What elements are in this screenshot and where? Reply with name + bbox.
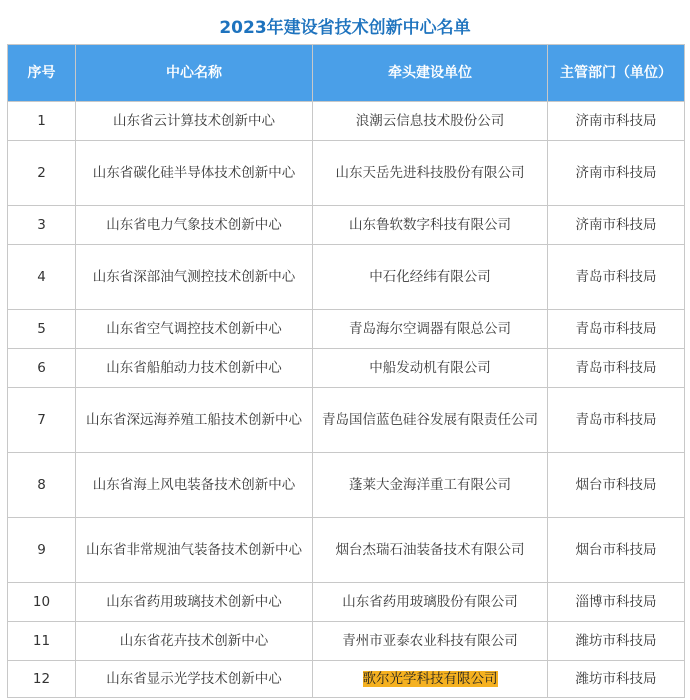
- cell-no: 5: [8, 310, 76, 349]
- cell-lead-unit: 中石化经纬有限公司: [313, 245, 548, 310]
- table-row: [8, 141, 685, 206]
- cell-center-name: 山东省显示光学技术创新中心: [76, 661, 313, 698]
- table-row: [8, 102, 685, 141]
- table-row: [8, 245, 685, 310]
- cell-no: 3: [8, 206, 76, 245]
- cell-lead-unit: 山东天岳先进科技股份有限公司: [313, 141, 548, 206]
- cell-center-name: 山东省电力气象技术创新中心: [76, 206, 313, 245]
- cell-department: 济南市科技局: [548, 141, 685, 206]
- cell-center-name: 山东省非常规油气装备技术创新中心: [76, 518, 313, 583]
- cell-lead-unit: 山东鲁软数字科技有限公司: [313, 206, 548, 245]
- cell-no: 12: [8, 661, 76, 698]
- cell-no: 8: [8, 453, 76, 518]
- cell-lead-unit: 浪潮云信息技术股份公司: [313, 102, 548, 141]
- cell-lead-unit: 青州市亚泰农业科技有限公司: [313, 622, 548, 661]
- cell-lead-unit: 山东省药用玻璃股份有限公司: [313, 583, 548, 622]
- cell-no: 2: [8, 141, 76, 206]
- cell-department: 淄博市科技局: [548, 583, 685, 622]
- cell-lead-unit: 青岛海尔空调器有限总公司: [313, 310, 548, 349]
- cell-center-name: 山东省花卉技术创新中心: [76, 622, 313, 661]
- cell-center-name: 山东省海上风电装备技术创新中心: [76, 453, 313, 518]
- cell-department: 济南市科技局: [548, 102, 685, 141]
- cell-lead-unit: 蓬莱大金海洋重工有限公司: [313, 453, 548, 518]
- cell-no: 10: [8, 583, 76, 622]
- cell-department: 潍坊市科技局: [548, 661, 685, 698]
- center-list-table: [7, 44, 685, 698]
- table-row: [8, 661, 685, 698]
- table-row: [8, 622, 685, 661]
- cell-department: 青岛市科技局: [548, 245, 685, 310]
- table-row: [8, 453, 685, 518]
- cell-no: 9: [8, 518, 76, 583]
- header-department: 主管部门（单位）: [548, 45, 685, 102]
- cell-center-name: 山东省船舶动力技术创新中心: [76, 349, 313, 388]
- table-row: [8, 206, 685, 245]
- cell-department: 济南市科技局: [548, 206, 685, 245]
- header-lead-unit: 牵头建设单位: [313, 45, 548, 102]
- cell-department: 青岛市科技局: [548, 349, 685, 388]
- cell-lead-unit: 烟台杰瑞石油装备技术有限公司: [313, 518, 548, 583]
- cell-department: 潍坊市科技局: [548, 622, 685, 661]
- cell-center-name: 山东省云计算技术创新中心: [76, 102, 313, 141]
- table-row: [8, 349, 685, 388]
- cell-center-name: 山东省碳化硅半导体技术创新中心: [76, 141, 313, 206]
- cell-lead-unit: 中船发动机有限公司: [313, 349, 548, 388]
- cell-no: 7: [8, 388, 76, 453]
- cell-department: 青岛市科技局: [548, 388, 685, 453]
- cell-department: 烟台市科技局: [548, 453, 685, 518]
- cell-department: 烟台市科技局: [548, 518, 685, 583]
- cell-lead-unit: [313, 661, 548, 698]
- page-title: 2023年建设省技术创新中心名单: [219, 18, 471, 38]
- cell-center-name: 山东省空气调控技术创新中心: [76, 310, 313, 349]
- cell-no: 11: [8, 622, 76, 661]
- cell-no: 6: [8, 349, 76, 388]
- highlighted-lead-unit: 歌尔光学科技有限公司: [362, 671, 498, 687]
- cell-center-name: 山东省深远海养殖工船技术创新中心: [76, 388, 313, 453]
- cell-no: 4: [8, 245, 76, 310]
- cell-center-name: 山东省深部油气测控技术创新中心: [76, 245, 313, 310]
- table-row: [8, 388, 685, 453]
- table-header-row: [8, 45, 685, 102]
- cell-no: 1: [8, 102, 76, 141]
- cell-department: 青岛市科技局: [548, 310, 685, 349]
- table-row: [8, 583, 685, 622]
- cell-lead-unit: 青岛国信蓝色硅谷发展有限责任公司: [313, 388, 548, 453]
- header-center-name: 中心名称: [76, 45, 313, 102]
- table-row: [8, 310, 685, 349]
- table-row: [8, 518, 685, 583]
- header-no: 序号: [8, 45, 76, 102]
- cell-center-name: 山东省药用玻璃技术创新中心: [76, 583, 313, 622]
